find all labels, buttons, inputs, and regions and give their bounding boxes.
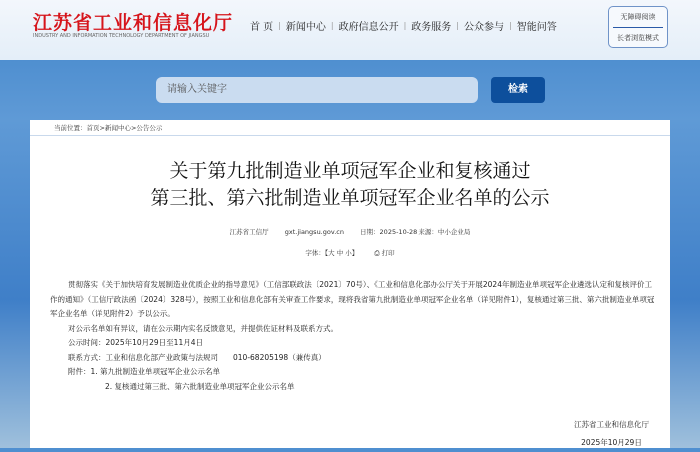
search-button[interactable]: 检索: [491, 77, 545, 103]
site-header: [0, 0, 700, 60]
nav-services[interactable]: 政务服务: [411, 22, 452, 33]
nav-divider: |: [330, 21, 334, 30]
site-logo-en: INDUSTRY AND INFORMATION TECHNOLOGY DEPARTMENT OF JIANGSU: [33, 33, 210, 39]
signature: 江苏省工业和信息化厅: [574, 420, 649, 429]
font-size-selector[interactable]: 字体：【大 中 小】: [305, 249, 359, 257]
paragraph: 联系方式：工业和信息化部产业政策与法规司 010-68205198（兼传真）: [68, 352, 326, 362]
elder-mode-button[interactable]: 长者浏览模式: [617, 34, 659, 42]
publisher: 江苏省工信厅: [229, 228, 269, 236]
article-panel: [30, 120, 670, 448]
nav-home[interactable]: 首 页: [250, 22, 274, 33]
sign-date: 2025年10月29日: [581, 438, 642, 447]
article-meta: [30, 227, 670, 236]
main-nav: [250, 18, 557, 33]
nav-divider: |: [509, 21, 512, 30]
article-body: [30, 278, 670, 394]
publish-date: 日期：2025-10-28: [360, 228, 418, 236]
nav-divider: |: [456, 21, 459, 30]
nav-divider: |: [278, 21, 281, 30]
accessibility-box: [608, 6, 668, 48]
article-tools: [30, 248, 670, 258]
print-button[interactable]: 打印: [381, 249, 395, 257]
search-input[interactable]: 请输入关键字: [156, 77, 478, 103]
site-logo[interactable]: 江苏省工业和信息化厅: [33, 12, 234, 34]
paragraph: 对公示名单如有异议，请在公示期内实名反馈意见，并提供佐证材料及联系方式。: [68, 323, 338, 333]
nav-news[interactable]: 新闻中心: [285, 22, 326, 33]
nav-participation[interactable]: 公众参与: [464, 22, 504, 33]
title-line: 第三批、第六批制造业单项冠军企业名单的公示: [150, 187, 550, 209]
nav-divider: |: [403, 21, 407, 30]
title-line: 关于第九批制造业单项冠军企业和复核通过: [169, 160, 531, 182]
nav-qa[interactable]: 智能问答: [516, 22, 557, 33]
signature-block: [574, 416, 649, 452]
attachment-link-1[interactable]: 附件：1. 第九批制造业单项冠军企业公示名单: [68, 367, 221, 376]
article-title: [30, 158, 670, 212]
accessibility-button[interactable]: 无障碍阅读: [620, 13, 656, 21]
source: 来源：中小企业局: [418, 228, 471, 236]
printer-icon[interactable]: ⎙: [374, 249, 380, 257]
paragraph: 贯彻落实《关于加快培育发展制造业优质企业的指导意见》（工信部联政法〔2021〕70号）、《工业和信息化部办公厅关于开展2024年制造业单项冠军企业遴选认定和复核评价工作的通知》（工信厅政法函〔2024〕328号），按照工业和信息化部有关审查工作要求，现将我省第九批制造业单项冠军企业名单（详见附件1），复核通过第三批、第六批制造业单项冠军企业名单（详见附件2）予以公示。: [50, 280, 655, 318]
attachment-link-2[interactable]: 2. 复核通过第三批、第六批制造业单项冠军企业公示名单: [105, 381, 295, 391]
paragraph: 公示时间：2025年10月29日至11月4日: [68, 338, 203, 347]
nav-gov-info[interactable]: 政府信息公开: [338, 22, 399, 33]
breadcrumb[interactable]: 当前位置：首页>新闻中心>公告公示: [30, 120, 670, 136]
site-url: gxt.jiangsu.gov.cn: [284, 228, 344, 236]
